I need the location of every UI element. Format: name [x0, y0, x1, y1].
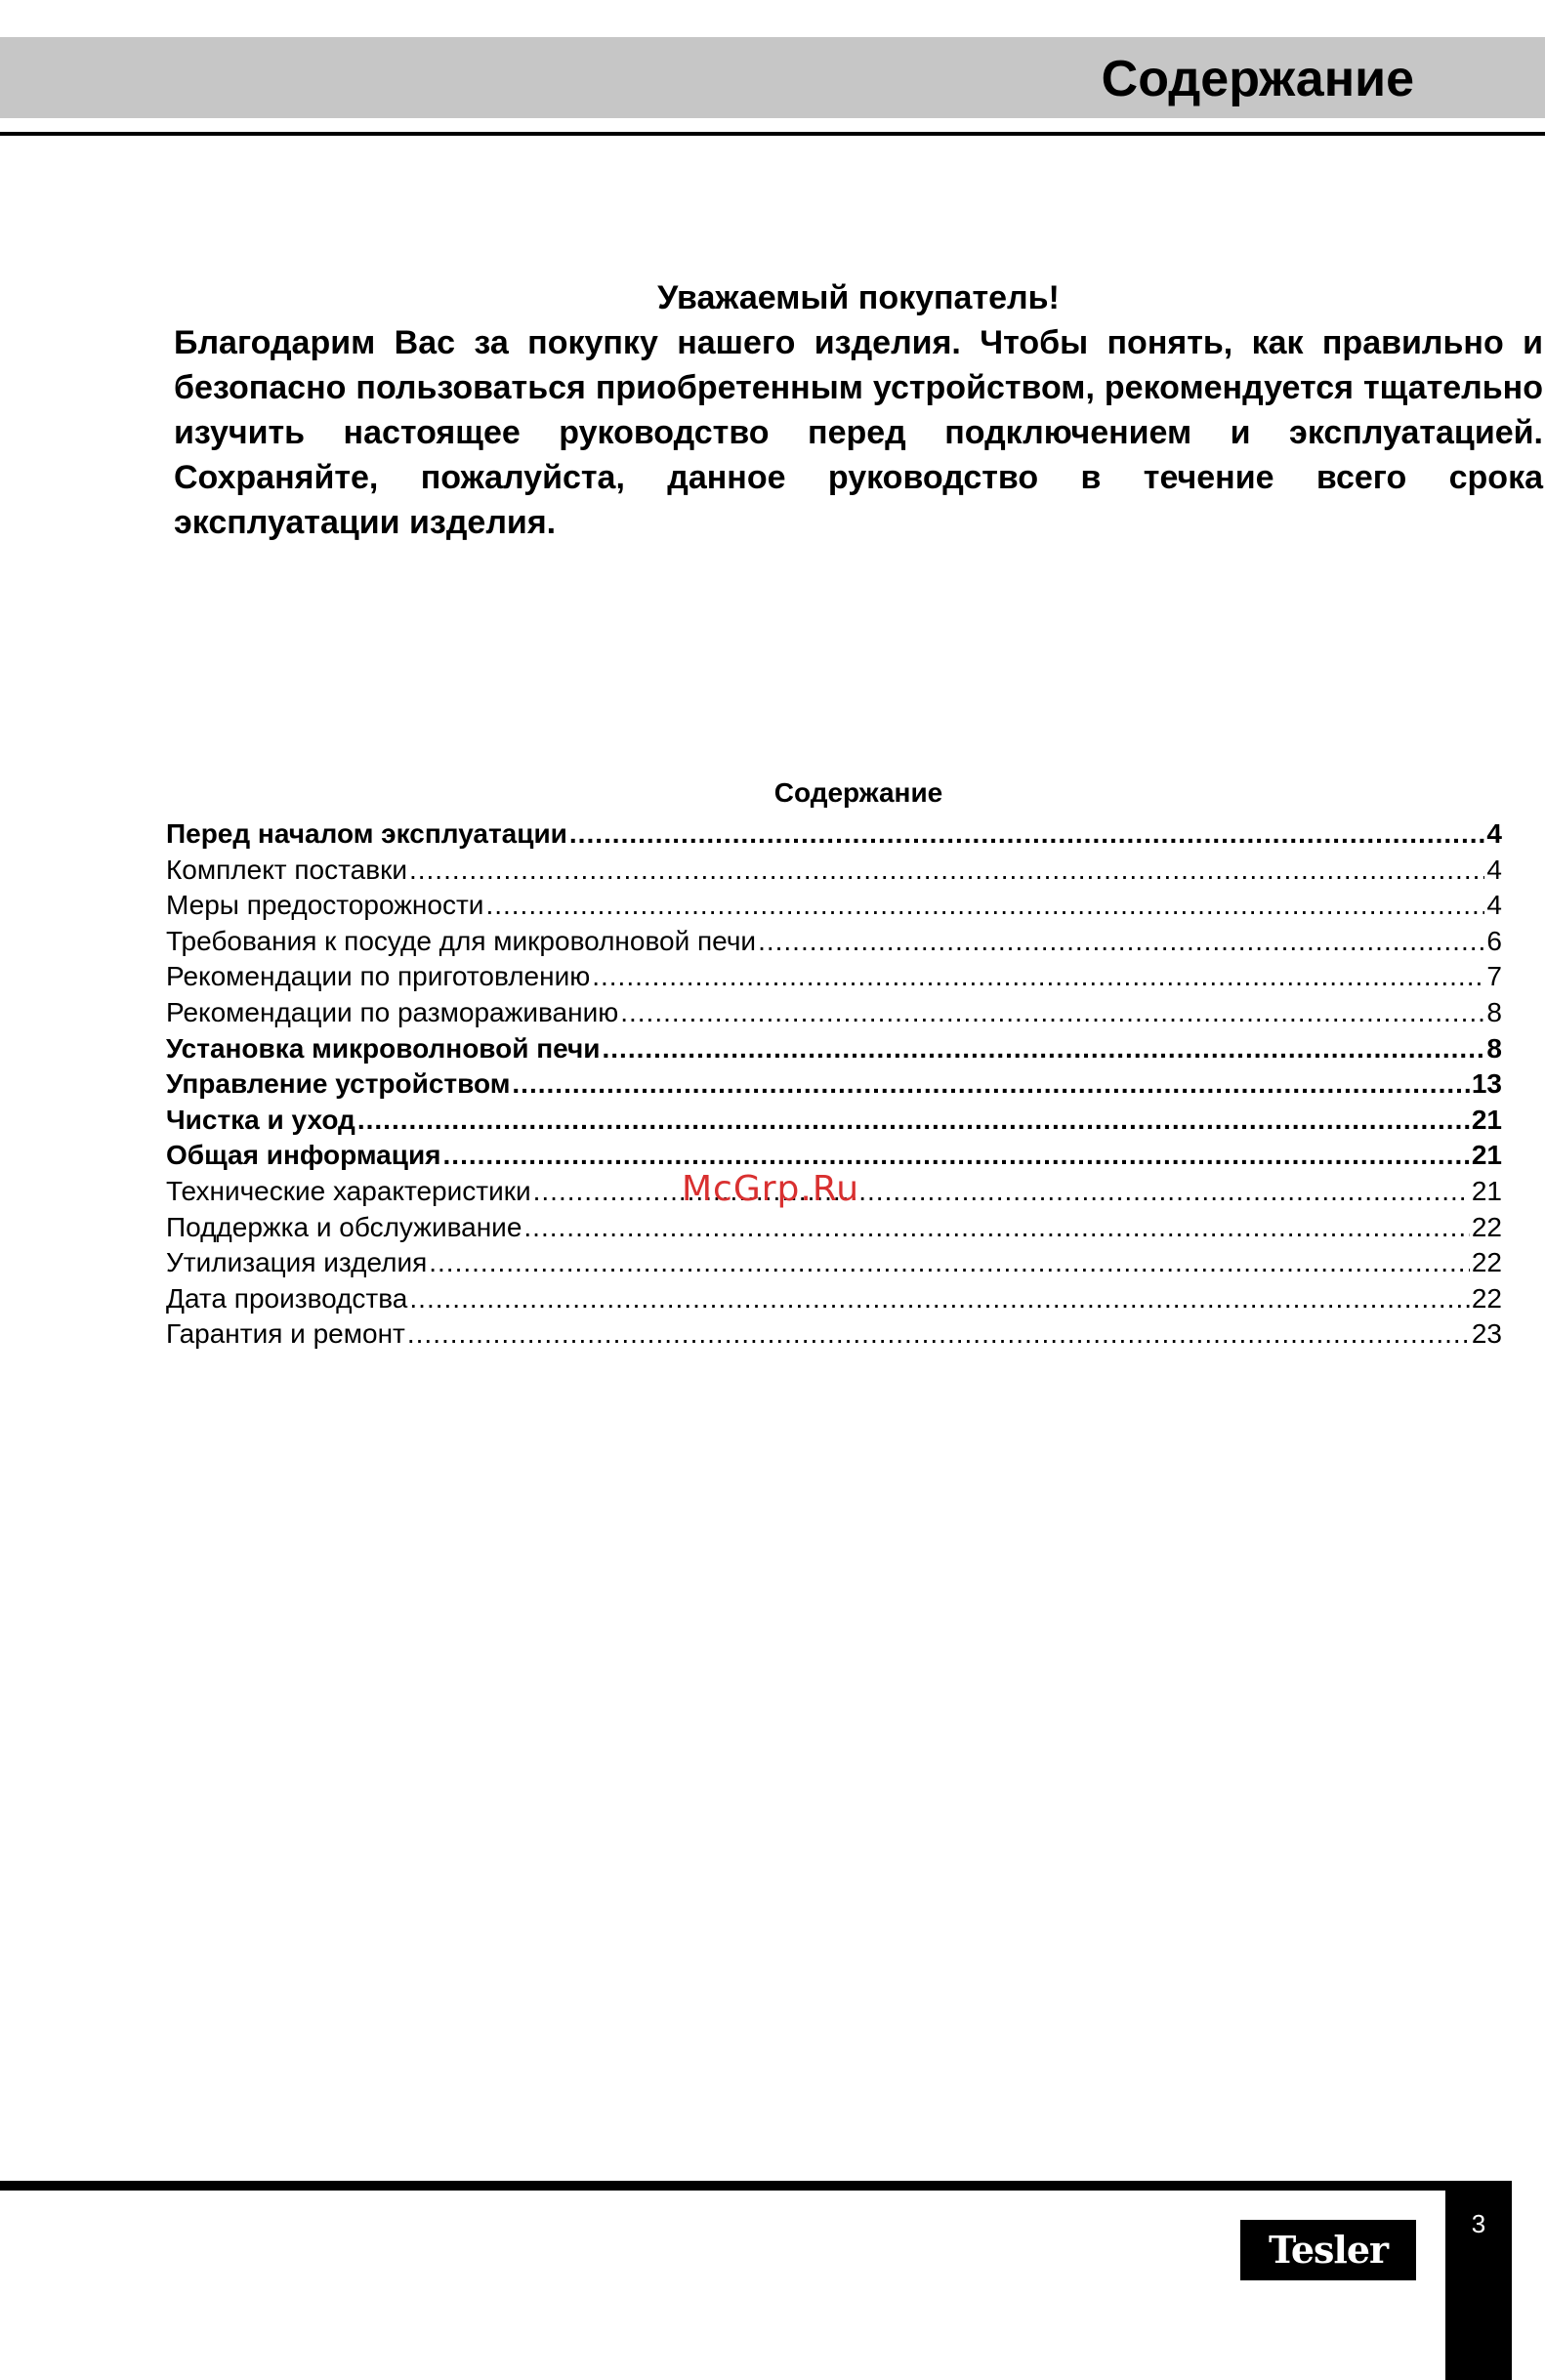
toc-leader-dots: [512, 1066, 1469, 1102]
toc-item-page: 21: [1471, 1104, 1502, 1135]
toc-row[interactable]: [166, 1316, 1502, 1353]
toc-item-title: Гарантия и ремонт: [166, 1318, 405, 1350]
toc-leader-dots: [592, 959, 1484, 994]
page-title: Содержание: [1101, 51, 1414, 107]
intro-body: Благодарим Вас за покупку нашего изделия. Чтобы понять, как правильно и безопасно пользоваться приобретенным устройством, рекомендуется тщательно изучить настоящее руководство перед подключением и эксплуатацией. Сохраняйте, пожалуйста, данное руководство в течение всего срока эксплуатации изделия.: [174, 324, 1543, 541]
toc-row[interactable]: [166, 995, 1502, 1031]
toc-item-title: Меры предосторожности: [166, 890, 484, 921]
toc-row[interactable]: [166, 1103, 1502, 1139]
table-of-contents: [166, 816, 1502, 1353]
toc-item-title: Технические характеристики: [166, 1175, 531, 1206]
footer-divider: [0, 2181, 1455, 2191]
toc-item-title: Комплект поставки: [166, 854, 407, 885]
toc-leader-dots: [357, 1103, 1470, 1138]
toc-row[interactable]: [166, 1245, 1502, 1281]
toc-leader-dots: [409, 1281, 1469, 1316]
toc-item-page: 23: [1471, 1318, 1502, 1350]
toc-leader-dots: [569, 816, 1485, 852]
toc-item-title: Дата производства: [166, 1282, 408, 1314]
toc-row[interactable]: [166, 816, 1502, 853]
toc-item-page: 4: [1486, 854, 1502, 885]
toc-row[interactable]: [166, 959, 1502, 995]
toc-row[interactable]: [166, 1281, 1502, 1317]
toc-item-title: Перед началом эксплуатации: [166, 818, 567, 849]
toc-item-title: Общая информация: [166, 1140, 441, 1171]
toc-item-page: 8: [1486, 996, 1502, 1027]
header-divider: [0, 132, 1545, 136]
brand-logo-text: Tesler: [1268, 2228, 1389, 2272]
toc-row[interactable]: [166, 1066, 1502, 1103]
intro-heading: Уважаемый покупатель!: [657, 279, 1060, 316]
toc-item-page: 6: [1486, 925, 1502, 956]
toc-item-title: Рекомендации по размораживанию: [166, 996, 619, 1027]
toc-item-page: 4: [1486, 890, 1502, 921]
toc-item-page: 22: [1471, 1247, 1502, 1278]
toc-row[interactable]: [166, 924, 1502, 960]
toc-row[interactable]: [166, 853, 1502, 889]
toc-item-page: 21: [1471, 1175, 1502, 1206]
toc-leader-dots: [429, 1245, 1470, 1280]
toc-item-title: Требования к посуде для микроволновой печи: [166, 925, 757, 956]
watermark: McGrp.Ru: [682, 1169, 860, 1209]
toc-leader-dots: [409, 853, 1484, 888]
intro-section: [174, 275, 1543, 545]
toc-item-title: Рекомендации по приготовлению: [166, 961, 591, 992]
toc-leader-dots: [758, 924, 1484, 959]
toc-row[interactable]: [166, 888, 1502, 924]
toc-item-page: 4: [1486, 818, 1502, 849]
toc-item-title: Чистка и уход: [166, 1104, 355, 1135]
brand-logo: [1240, 2220, 1416, 2280]
toc-item-title: Управление устройством: [166, 1068, 511, 1100]
toc-item-title: Утилизация изделия: [166, 1247, 428, 1278]
toc-heading: Содержание: [773, 777, 943, 808]
toc-row[interactable]: [166, 1210, 1502, 1246]
toc-leader-dots: [407, 1316, 1470, 1352]
toc-item-page: 8: [1486, 1032, 1502, 1064]
toc-row[interactable]: [166, 1031, 1502, 1067]
toc-item-page: 7: [1486, 961, 1502, 992]
toc-item-page: 22: [1471, 1282, 1502, 1314]
toc-item-page: 13: [1471, 1068, 1502, 1100]
toc-item-page: 21: [1471, 1140, 1502, 1171]
toc-item-title: Установка микроволновой печи: [166, 1032, 601, 1064]
toc-leader-dots: [533, 1174, 1470, 1209]
toc-leader-dots: [603, 1031, 1485, 1066]
page-number: 3: [1471, 2209, 1486, 2238]
toc-leader-dots: [443, 1138, 1470, 1173]
toc-item-page: 22: [1471, 1211, 1502, 1242]
toc-leader-dots: [620, 995, 1484, 1030]
toc-leader-dots: [485, 888, 1484, 923]
toc-item-title: Поддержка и обслуживание: [166, 1211, 522, 1242]
toc-leader-dots: [523, 1210, 1469, 1245]
